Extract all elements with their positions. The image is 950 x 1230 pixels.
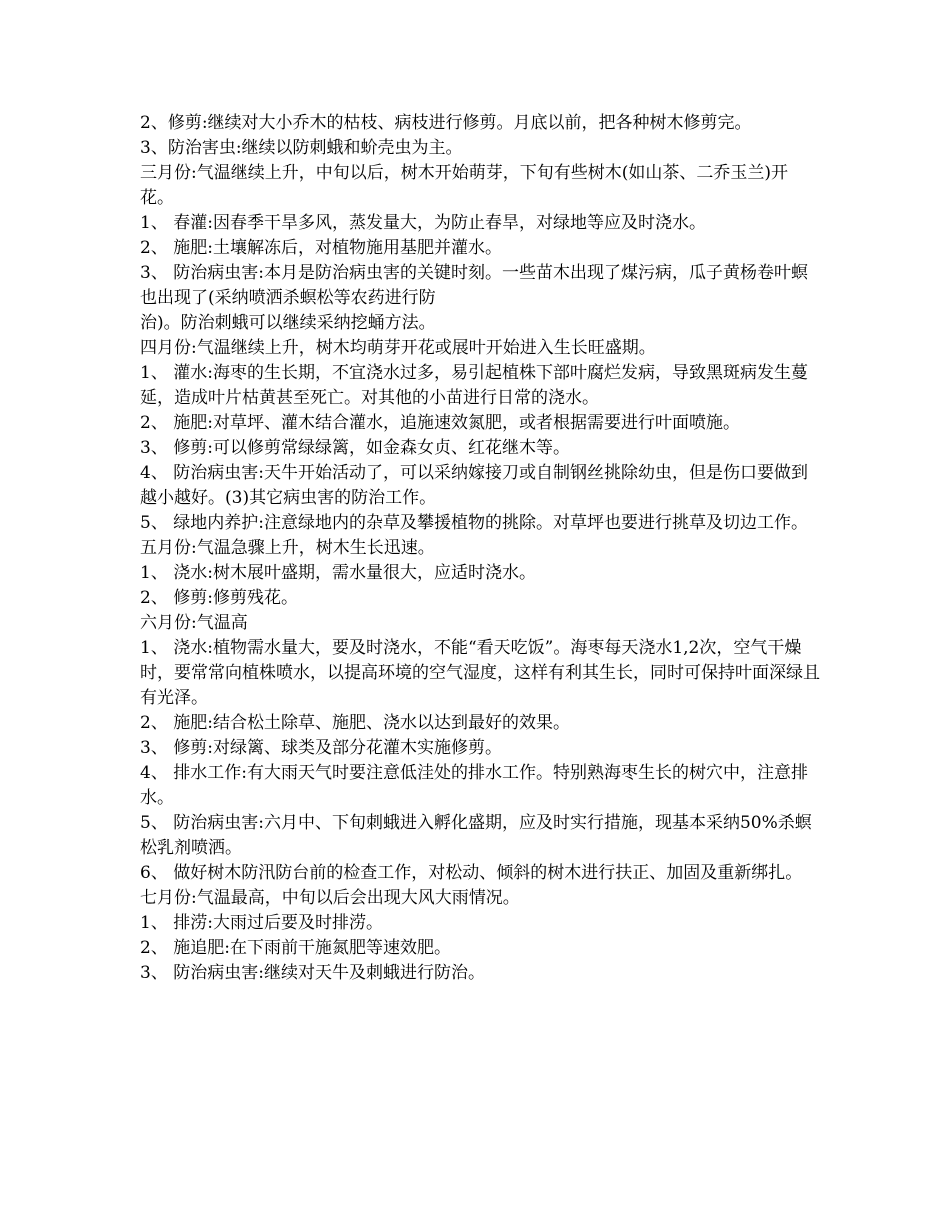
paragraph-april-heading: 四月份:气温继续上升，树木均萌芽开花或展叶开始进入生长旺盛期。	[140, 338, 656, 358]
paragraph-june-fertilize: 2、 施肥:结合松土除草、施肥、浇水以达到最好的效果。	[140, 713, 570, 733]
paragraph-march-pest-continued: 治)。防治刺蛾可以继续采纳挖蛹方法。	[140, 313, 436, 333]
paragraph-june-heading: 六月份:气温高	[140, 613, 248, 633]
paragraph-july-heading: 七月份:气温最高，中旬以后会出现大风大雨情况。	[140, 888, 520, 908]
paragraph-march-heading: 三月份:气温继续上升，中旬以后，树木开始萌芽，下旬有些树木(如山茶、二乔玉兰)开花。	[140, 163, 788, 208]
paragraph-may-heading: 五月份:气温急骤上升，树木生长迅速。	[140, 538, 435, 558]
paragraph-june-flood-check: 6、 做好树木防汛防台前的检查工作，对松动、倾斜的树木进行扶正、加固及重新绑扎。	[140, 863, 803, 883]
paragraph-april-watering: 1、 灌水:海枣的生长期，不宜浇水过多，易引起植株下部叶腐烂发病，导致黑斑病发生蔓延，造成叶片枯黄甚至死亡。对其他的小苗进行日常的浇水。	[140, 363, 808, 408]
paragraph-july-drainage: 1、 排涝:大雨过后要及时排涝。	[140, 913, 383, 933]
paragraph-july-fertilize: 2、 施追肥:在下雨前干施氮肥等速效肥。	[140, 938, 451, 958]
paragraph-april-greenbelt: 5、 绿地内养护:注意绿地内的杂草及攀援植物的挑除。对草坪也要进行挑草及切边工作。	[140, 513, 808, 533]
paragraph-may-watering: 1、 浇水:树木展叶盛期，需水量很大，应适时浇水。	[140, 563, 536, 583]
paragraph-june-pest: 5、 防治病虫害:六月中、下旬刺蛾进入孵化盛期，应及时实行措施，现基本采纳50%杀螟松乳剂喷洒。	[140, 813, 812, 858]
paragraph-pest-feb: 3、防治害虫:继续以防刺蛾和蚧壳虫为主。	[140, 138, 463, 158]
paragraph-june-pruning: 3、 修剪:对绿篱、球类及部分花灌木实施修剪。	[140, 738, 502, 758]
paragraph-april-pest: 4、 防治病虫害:天牛开始活动了，可以采纳嫁接刀或自制钢丝挑除幼虫，但是伤口要做到越小越好。(3)其它病虫害的防治工作。	[140, 463, 808, 508]
paragraph-april-pruning: 3、 修剪:可以修剪常绿绿篱，如金森女贞、红花继木等。	[140, 438, 570, 458]
paragraph-march-irrigation: 1、 春灌:因春季干旱多风，蒸发量大，为防止春旱，对绿地等应及时浇水。	[140, 213, 706, 233]
paragraph-march-pest: 3、 防治病虫害:本月是防治病虫害的关键时刻。一些苗木出现了煤污病，瓜子黄杨卷叶螟也出现了(采纳喷洒杀螟松等农药进行防	[140, 263, 808, 308]
paragraph-march-fertilize: 2、 施肥:土壤解冻后，对植物施用基肥并灌水。	[140, 238, 502, 258]
paragraph-april-fertilize: 2、 施肥:对草坪、灌木结合灌水，追施速效氮肥，或者根据需要进行叶面喷施。	[140, 413, 740, 433]
paragraph-june-drainage: 4、 排水工作:有大雨天气时要注意低洼处的排水工作。特别熟海枣生长的树穴中，注意排水。	[140, 763, 808, 808]
paragraph-july-pest: 3、 防治病虫害:继续对天牛及刺蛾进行防治。	[140, 963, 485, 983]
document-body	[140, 111, 820, 986]
paragraph-may-pruning: 2、 修剪:修剪残花。	[140, 588, 298, 608]
paragraph-pruning-feb: 2、修剪:继续对大小乔木的枯枝、病枝进行修剪。月底以前，把各种树木修剪完。	[140, 113, 752, 133]
paragraph-june-watering: 1、 浇水:植物需水量大，要及时浇水，不能“看天吃饭”。海枣每天浇水1,2次，空气干燥时，要常常向植株喷水，以提高环境的空气湿度，这样有利其生长，同时可保持叶面深绿且有光泽。	[140, 638, 820, 708]
